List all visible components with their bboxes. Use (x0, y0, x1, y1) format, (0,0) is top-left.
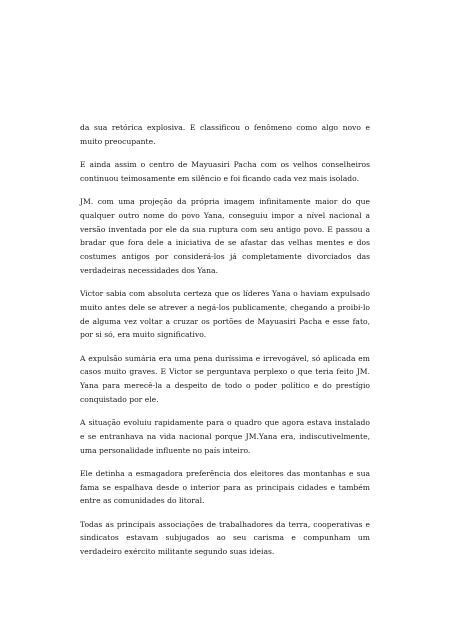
paragraph: Ele detinha a esmagadora preferência dos eleitores das montanhas e sua fama se espalhava desde o interior para as principais cidades e também entre as comunidades do litoral. (80, 468, 370, 506)
paragraph: Todas as principais associações de trabalhadores da terra, cooperativas e sindicatos estavam subjugados ao seu carisma e compunham um verdadeiro exército militante segundo suas ideias. (80, 519, 370, 557)
paragraph: Victor sabia com absoluta certeza que os líderes Yana o haviam expulsado muito antes dele se atrever a negá-los publicamente, chegando a proibi-lo de alguma vez voltar a cruzar os portões de Mayuasiri Pacha e esse fato, por si só, era muito significativo. (80, 289, 370, 340)
paragraph: da sua retórica explosiva. E classificou o fenômeno como algo novo e muito preocupante. (80, 123, 370, 146)
body-text (80, 121, 370, 568)
paragraph: JM. com uma projeção da própria imagem infinitamente maior do que qualquer outro nome do povo Yana, conseguiu impor a nível nacional a versão inventada por ele da sua ruptura com seu antigo povo. E passou a bradar que fora dele a iniciativa de se afastar das velhas mentes e dos costumes antigos por considerá-los já completamente divorciados das verdadeiras necessidades dos Yana. (80, 197, 370, 275)
paragraph: A situação evoluiu rapidamente para o quadro que agora estava instalado e se entranhava na vida nacional porque JM.Yana era, indiscutivelmente, uma personalidade influente no país inteiro. (80, 418, 370, 455)
paragraph: E ainda assim o centro de Mayuasiri Pacha com os velhos conselheiros continuou teimosamente em silêncio e foi ficando cada vez mais isolado. (80, 160, 370, 183)
paragraph: A expulsão sumária era uma pena duríssima e irrevogável, só aplicada em casos muito graves. E Victor se perguntava perplexo o que teria feito JM. Yana para merecê-la a despeito de todo o poder político e do prestígio conquistado por ele. (80, 353, 370, 404)
